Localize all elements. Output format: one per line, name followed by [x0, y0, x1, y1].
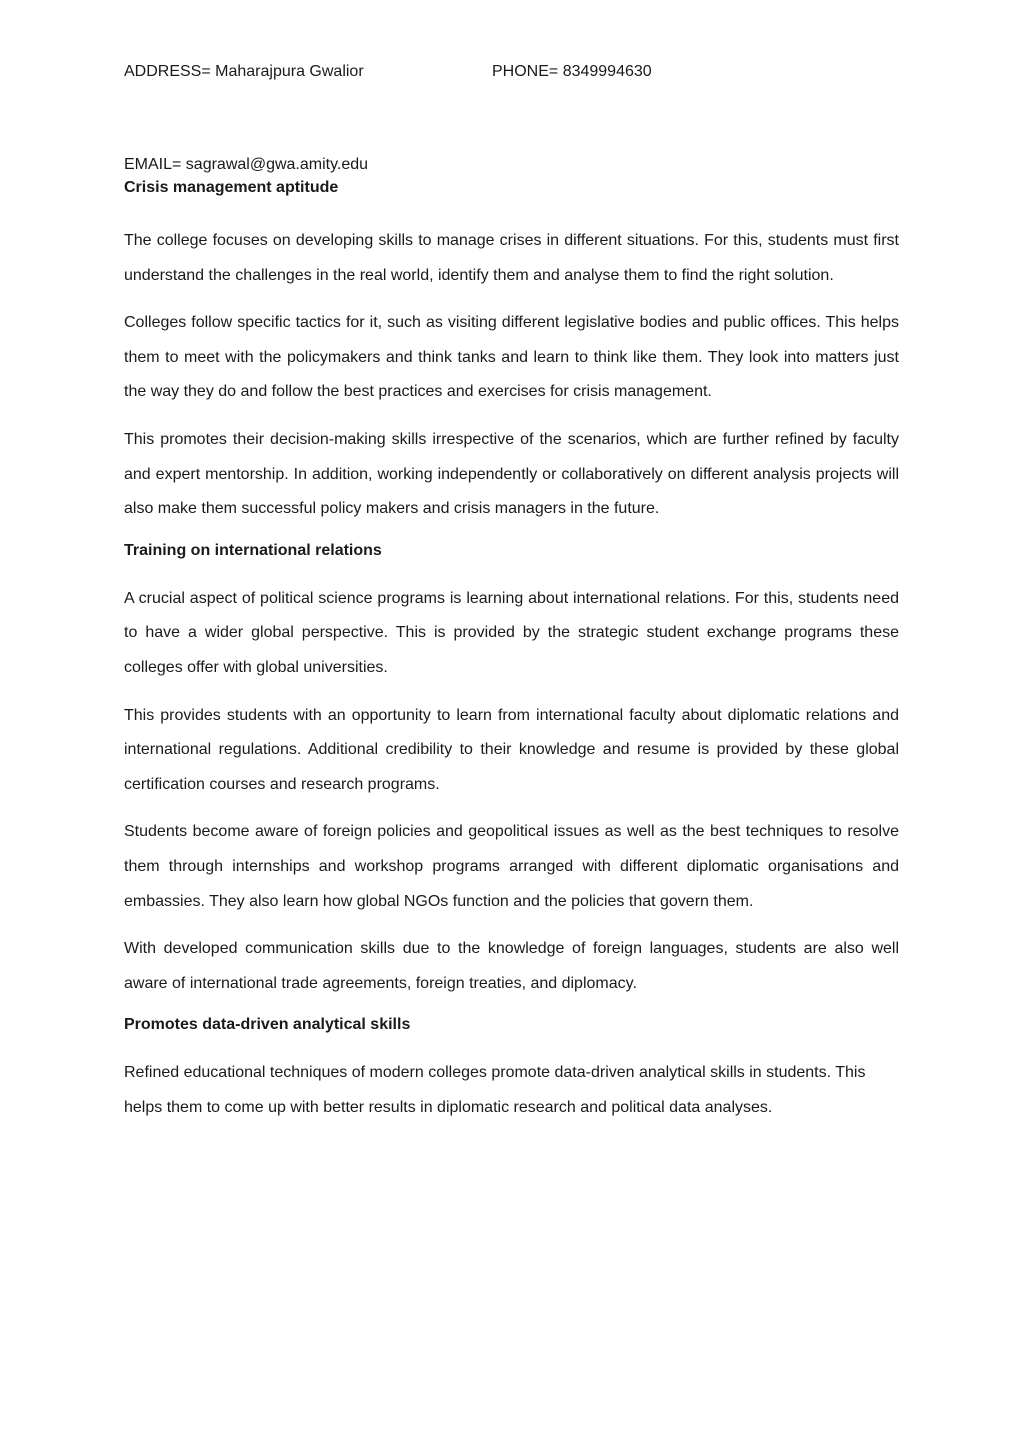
paragraph: Colleges follow specific tactics for it, such as visiting different legislative bodies and public offices. This helps them to meet with the policymakers and think tanks and learn to think like them. They look into matters just the way they do and follow the best practices and exercises for crisis management. — [124, 314, 899, 401]
document-body — [124, 177, 899, 1138]
paragraph: A crucial aspect of political science programs is learning about international relations. For this, students need to have a wider global perspective. This is provided by the strategic student exchange programs these colleges offer with global universities. — [124, 589, 899, 676]
paragraph: This promotes their decision-making skills irrespective of the scenarios, which are further refined by faculty and expert mentorship. In addition, working independently or collaboratively on different analysis projects will also make them successful policy makers and crisis managers in the future. — [124, 430, 899, 518]
paragraph: Students become aware of foreign policies and geopolitical issues as well as the best techniques to resolve them through internships and workshop programs arranged with different diplomatic organisations and embassies. They also learn how global NGOs function and the policies that govern them. — [124, 823, 899, 910]
email-text: EMAIL= sagrawal@gwa.amity.edu — [124, 156, 369, 173]
phone-text: PHONE= 8349994630 — [492, 63, 652, 80]
section-heading-international: Training on international relations — [124, 541, 382, 559]
paragraph: Refined educational techniques of modern colleges promote data-driven analytical skills in students. This helps them to come up with better results in diplomatic research and political data analyses. — [124, 1064, 866, 1116]
section-heading-crisis: Crisis management aptitude — [124, 179, 339, 196]
address-text: ADDRESS= Maharajpura Gwalior — [124, 63, 364, 80]
section-heading-analytical: Promotes data-driven analytical skills — [124, 1016, 411, 1034]
paragraph: With developed communication skills due to the knowledge of foreign languages, students are also well aware of international trade agreements, foreign treaties, and diplomacy. — [124, 940, 899, 992]
paragraph: This provides students with an opportunity to learn from international faculty about diplomatic relations and international regulations. Additional credibility to their knowledge and resume is provided by these global certification courses and research programs. — [124, 706, 899, 793]
paragraph: The college focuses on developing skills to manage crises in different situations. For this, students must first understand the challenges in the real world, identify them and analyse them to find the right solution. — [124, 232, 899, 284]
